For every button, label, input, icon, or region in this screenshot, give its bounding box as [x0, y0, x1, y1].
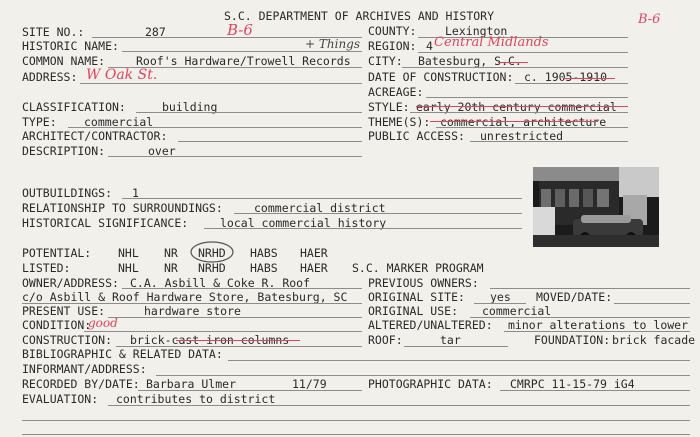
style-line — [410, 112, 628, 113]
relationship-value: commercial district — [254, 201, 386, 215]
classification-label: CLASSIFICATION: — [22, 100, 126, 114]
region-label: REGION: — [368, 39, 417, 53]
present-use-label: PRESENT USE: — [22, 304, 106, 318]
potential-nhl: NHL — [118, 246, 139, 260]
region-value: 4 — [426, 39, 433, 53]
present-use-line — [108, 317, 362, 318]
themes-strike-mark — [430, 121, 598, 122]
type-value: commercial — [84, 115, 154, 129]
moved-date-line — [614, 303, 690, 304]
construction-value: brick-cast iron columns — [130, 333, 290, 347]
themes-value: commercial, architecture — [440, 115, 607, 129]
previous-owners-label: PREVIOUS OWNERS: — [368, 276, 479, 290]
potential-nr: NR — [164, 246, 178, 260]
informant-label: INFORMANT/ADDRESS: — [22, 362, 147, 376]
construction-label: CONSTRUCTION: — [22, 333, 113, 347]
architect-line — [178, 141, 362, 142]
acreage-label: ACREAGE: — [368, 85, 424, 99]
listed-haer: HAER — [300, 261, 328, 275]
style-strike-mark — [416, 106, 628, 107]
informant-line — [156, 375, 690, 376]
altered-value: minor alterations to lower — [508, 318, 689, 332]
owner-address-line2: c/o Asbill & Roof Hardware Store, Batesburg, SC — [22, 290, 348, 304]
moved-date-label: MOVED/DATE: — [536, 290, 613, 304]
region-line — [418, 52, 628, 53]
roof-line — [404, 346, 508, 347]
public-access-value: unrestricted — [480, 129, 564, 143]
potential-haer: HAER — [300, 246, 328, 260]
original-use-value: commercial — [482, 304, 552, 318]
bibliographic-label: BIBLIOGRAPHIC & RELATED DATA: — [22, 347, 223, 361]
relationship-line — [234, 213, 522, 214]
significance-label: HISTORICAL SIGNIFICANCE: — [22, 216, 189, 230]
site-no-note: B-6 — [227, 21, 253, 39]
city-strike-mark — [498, 62, 528, 63]
listed-label: LISTED: — [22, 261, 71, 275]
classification-value: building — [162, 100, 218, 114]
description-value: over — [148, 144, 176, 158]
previous-owners-line — [490, 288, 690, 289]
construction-strike-mark — [176, 340, 300, 341]
site-no-label: SITE NO.: — [22, 25, 85, 39]
relationship-label: RELATIONSHIP TO SURROUNDINGS: — [22, 201, 223, 215]
evaluation-label: EVALUATION: — [22, 392, 99, 406]
evaluation-line — [108, 405, 690, 406]
owner-value: C.A. Asbill & Coke R. Roof — [130, 276, 311, 290]
outbuildings-line — [122, 198, 522, 199]
address-value: W Oak St. — [86, 67, 158, 83]
listed-nr: NR — [164, 261, 178, 275]
listed-nhl: NHL — [118, 261, 139, 275]
outbuildings-label: OUTBUILDINGS: — [22, 186, 113, 200]
recorded-value: Barbara Ulmer — [146, 377, 237, 391]
themes-line — [436, 127, 628, 128]
listed-nrhd: NRHD — [198, 261, 226, 275]
region-note: Central Midlands — [434, 35, 549, 50]
county-label: COUNTY: — [368, 24, 417, 38]
building-photograph — [533, 167, 659, 247]
foundation-label: FOUNDATION: — [534, 333, 611, 347]
type-line — [68, 127, 362, 128]
recorded-line — [138, 390, 362, 391]
historic-name-label: HISTORIC NAME: — [22, 39, 119, 53]
classification-line — [136, 112, 362, 113]
address-line — [80, 83, 362, 84]
description-line — [108, 156, 362, 157]
potential-habs: HABS — [250, 246, 278, 260]
condition-line — [84, 331, 362, 332]
potential-nrhd: NRHD — [198, 246, 226, 260]
evaluation-value: contributes to district — [116, 392, 276, 406]
common-name-value: Roof's Hardware/Trowell Records — [136, 54, 351, 68]
blank-line — [22, 434, 690, 435]
photographic-data-value: CMRPC 11-15-79 iG4 — [510, 377, 635, 391]
condition-label: CONDITION: — [22, 318, 92, 332]
style-value: early 20th century commercial — [416, 100, 617, 114]
corner-note: B-6 — [638, 12, 661, 27]
architect-label: ARCHITECT/CONTRACTOR: — [22, 129, 168, 143]
marker-program-label: S.C. MARKER PROGRAM — [352, 261, 484, 275]
city-value: Batesburg, S.C. — [418, 54, 522, 68]
construction-date-line — [515, 83, 628, 84]
style-label: STYLE: — [368, 100, 410, 114]
roof-value: tar — [440, 333, 461, 347]
significance-value: local commercial history — [220, 216, 387, 230]
owner-label: OWNER/ADDRESS: — [22, 276, 119, 290]
altered-label: ALTERED/UNALTERED: — [368, 318, 493, 332]
roof-label: ROOF: — [368, 333, 403, 347]
date-strike-mark — [563, 78, 615, 79]
owner-line — [122, 288, 362, 289]
city-label: CITY: — [368, 54, 403, 68]
altered-line — [504, 331, 690, 332]
themes-label: THEME(S): — [368, 115, 431, 129]
recorded-label: RECORDED BY/DATE: — [22, 377, 140, 391]
public-access-line — [470, 141, 628, 142]
listed-habs: HABS — [250, 261, 278, 275]
public-access-label: PUBLIC ACCESS: — [368, 129, 465, 143]
significance-line — [204, 228, 522, 229]
address-label: ADDRESS: — [22, 70, 78, 84]
historic-name-note: + Things — [305, 37, 361, 51]
site-no-value: 287 — [145, 25, 166, 39]
type-label: TYPE: — [22, 115, 57, 129]
photographic-data-label: PHOTOGRAPHIC DATA: — [368, 377, 493, 391]
foundation-value: brick facade — [612, 333, 696, 347]
original-site-value: yes — [490, 290, 511, 304]
common-name-label: COMMON NAME: — [22, 54, 106, 68]
original-site-label: ORIGINAL SITE: — [368, 290, 465, 304]
acreage-line — [426, 97, 628, 98]
blank-line — [22, 420, 690, 421]
outbuildings-value: 1 — [132, 186, 139, 200]
photo-image — [533, 167, 659, 247]
city-line — [402, 67, 628, 68]
original-use-label: ORIGINAL USE: — [368, 304, 459, 318]
description-label: DESCRIPTION: — [22, 144, 106, 158]
historic-name-line — [122, 51, 362, 52]
county-value: Lexington — [445, 24, 508, 38]
condition-value: good — [88, 316, 118, 330]
bibliographic-line — [228, 360, 690, 361]
potential-label: POTENTIAL: — [22, 246, 92, 260]
recorded-date: 11/79 — [292, 377, 327, 391]
present-use-value: hardware store — [144, 304, 241, 318]
construction-date-label: DATE OF CONSTRUCTION: — [368, 70, 514, 84]
photographic-data-line — [500, 390, 690, 391]
form-title: S.C. DEPARTMENT OF ARCHIVES AND HISTORY — [224, 9, 495, 23]
construction-date-value: c. 1905-1910 — [524, 70, 608, 84]
